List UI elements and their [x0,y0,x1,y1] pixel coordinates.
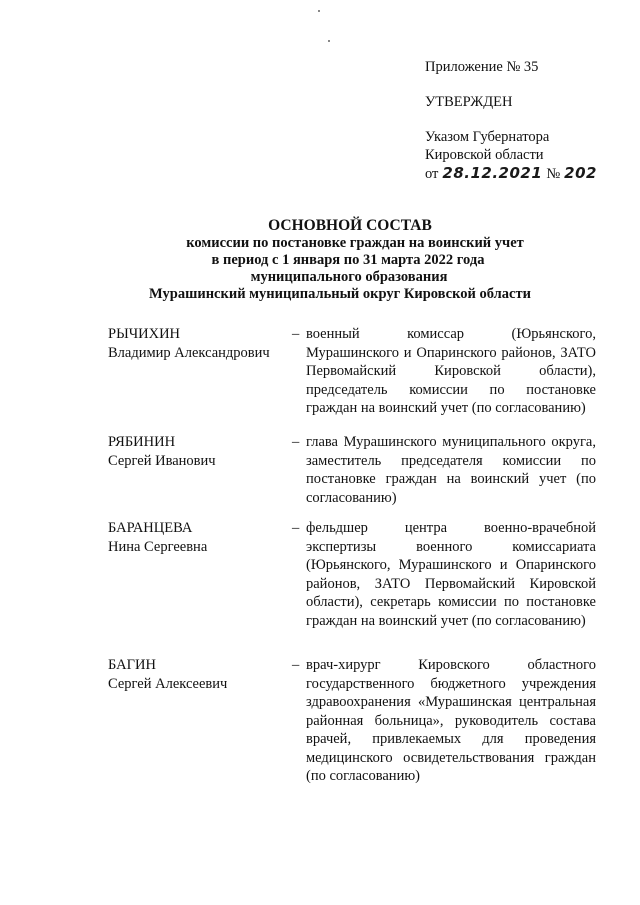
member-description: фельдшер центра военно-врачебной экспертизы военного комиссариата (Юрьянского, Мурашинского и Опаринского районов, ЗАТО Первомайский Кировской области), секретарь комиссии по постановке граждан на воинский учет (по согласованию) [306,520,596,629]
member-dash: – [292,520,300,536]
date-prefix: от [425,166,439,182]
member-dash: – [292,326,300,342]
member-surname: БАРАНЦЕВА [108,520,193,536]
member-dash: – [292,434,300,450]
member-description: военный комиссар (Юрьянского, Мурашинского и Опаринского районов, ЗАТО Первомайский Кировской области), председатель комиссии по постановке граждан на воинский учет (по согласованию) [306,326,596,416]
approval-stamp-block [425,58,597,183]
approved-label: УТВЕРЖДЕН [425,94,513,110]
member-name [108,519,288,556]
handwritten-number: 202 [564,164,597,182]
title-line-4: Мурашинский муниципальный округ Кировской области [149,286,531,302]
title-line-2: в период с 1 января по 31 марта 2022 года [211,252,485,268]
member-description: врач-хирург Кировского областного государственного бюджетного учреждения здравоохранения «Мурашинская центральная районная больница», руководитель состава врачей, привлекаемых для проведения медицинского освидетельствования граждан (по согласованию) [306,657,596,784]
member-given-name: Сергей Алексеевич [108,675,228,692]
member-surname: БАГИН [108,657,156,673]
scan-speck [318,10,320,12]
member-name [108,656,288,693]
title-line-3: муниципального образования [250,269,448,285]
member-surname: РЯБИНИН [108,434,176,450]
decree-line-1: Указом Губернатора [425,129,550,145]
handwritten-date: 28.12.2021 [442,164,543,182]
member-name [108,325,288,362]
member-description: глава Мурашинского муниципального округа, заместитель председателя комиссии по постановке граждан на воинский учет (по согласованию) [306,434,596,506]
document-title: ОСНОВНОЙ СОСТАВ [268,217,432,234]
document-title-block [0,216,640,303]
member-dash: – [292,657,300,673]
member-given-name: Владимир Александрович [108,344,270,361]
number-sign: № [546,166,561,182]
member-name [108,433,288,470]
member-given-name: Сергей Иванович [108,452,216,469]
appendix-number: Приложение № 35 [425,59,539,75]
decree-line-2: Кировской области [425,147,544,163]
decree-date-line [425,164,597,183]
member-given-name: Нина Сергеевна [108,538,208,555]
scan-speck [328,40,330,42]
member-surname: РЫЧИХИН [108,326,181,342]
title-line-1: комиссии по постановке граждан на воинский учет [186,235,524,251]
